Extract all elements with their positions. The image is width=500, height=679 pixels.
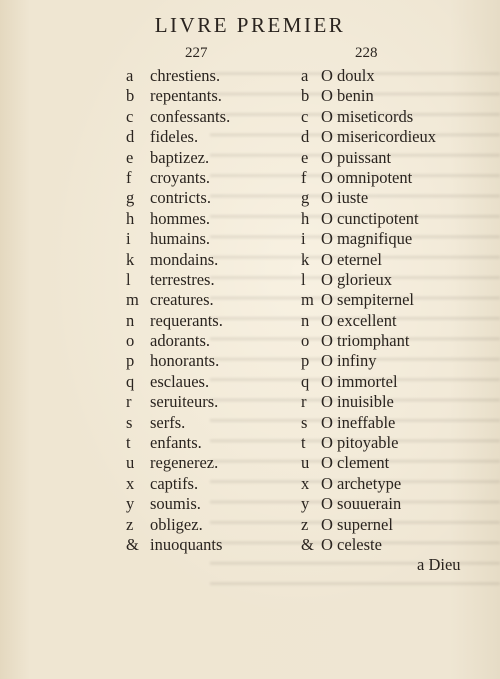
list-item [126,535,230,555]
entry-word: humains. [150,229,211,249]
list-item [301,290,436,310]
entry-word: captifs. [150,473,199,493]
index-letter: d [126,127,135,147]
entry-word: contricts. [150,188,211,208]
entry-word: O celeste [321,534,382,554]
index-letter: s [301,412,308,432]
left-column [126,66,230,555]
entry-word: O omnipotent [321,167,413,187]
index-letter: q [126,371,135,391]
right-column [301,66,436,555]
index-letter: t [301,433,306,453]
entry-word: O pitoyable [321,433,399,453]
list-item [126,331,230,351]
index-letter: o [126,331,135,351]
list-item [301,433,436,453]
entry-word: O puissant [321,147,392,167]
entry-word: baptizez. [150,147,210,167]
entry-word: O glorieux [321,269,393,289]
index-letter: l [301,269,306,289]
entry-word: O supernel [321,514,393,534]
index-letter: o [301,331,310,351]
entry-word: soumis. [150,494,201,514]
entry-word: chrestiens. [150,66,221,85]
list-item [301,250,436,270]
index-letter: n [126,310,135,330]
entry-word: O ineffable [321,412,396,432]
entry-word: hommes. [150,208,211,228]
index-letter: m [126,290,139,310]
list-item [301,270,436,290]
index-letter: i [301,229,306,249]
entry-word: creatures. [150,290,214,310]
list-item [126,148,230,168]
list-item [126,515,230,535]
list-item [301,229,436,249]
entry-word: O immortel [321,371,398,391]
list-item [301,168,436,188]
index-letter: e [126,147,134,167]
index-letter: k [301,249,310,269]
list-item [301,351,436,371]
entry-word: O misericordieux [321,127,437,147]
list-item [126,250,230,270]
column-number-right: 228 [355,45,378,61]
list-item [301,188,436,208]
list-item [301,515,436,535]
list-item [126,351,230,371]
entry-word: esclaues. [150,371,210,391]
index-letter: h [301,208,310,228]
index-letter: g [126,188,135,208]
list-item [126,290,230,310]
list-item [126,229,230,249]
list-item [301,127,436,147]
entry-word: O triomphant [321,331,410,351]
index-letter: l [126,269,131,289]
index-letter: & [301,534,314,554]
entry-word: fideles. [150,127,199,147]
entry-word: seruiteurs. [150,392,219,412]
list-item [301,535,436,555]
index-letter: u [126,453,135,473]
list-item [301,209,436,229]
index-letter: r [301,392,307,412]
index-letter: a [126,66,134,85]
index-letter: s [126,412,133,432]
index-letter: f [301,167,307,187]
list-item [126,392,230,412]
list-item [301,311,436,331]
entry-word: mondains. [150,249,219,269]
index-letter: b [301,86,310,106]
index-letter: z [301,514,309,534]
entry-word: O souuerain [321,494,402,514]
index-letter: q [301,371,310,391]
index-letter: x [301,473,310,493]
list-item [126,66,230,86]
catchword: a Dieu [417,555,461,574]
list-item [126,86,230,106]
list-item [126,209,230,229]
list-item [126,433,230,453]
entry-word: enfants. [150,433,202,453]
index-letter: i [126,229,131,249]
list-item [301,392,436,412]
entry-word: O magnifique [321,229,413,249]
index-letter: y [301,494,310,514]
entry-word: O eternel [321,249,382,269]
index-letter: m [301,290,314,310]
index-letter: u [301,453,310,473]
entry-word: O benin [321,86,374,106]
entry-word: terrestres. [150,269,215,289]
index-letter: g [301,188,310,208]
index-letter: k [126,249,135,269]
index-letter: b [126,86,135,106]
entry-word: O infiny [321,351,377,371]
index-letter: d [301,127,310,147]
entry-word: confessants. [150,106,231,126]
index-letter: p [126,351,135,371]
entry-word: repentants. [150,86,222,106]
running-head: LIVRE PREMIER [154,13,346,37]
index-letter: x [126,473,135,493]
index-letter: n [301,310,310,330]
entry-word: serfs. [150,412,186,432]
list-item [301,413,436,433]
index-letter: z [126,514,134,534]
list-item [301,148,436,168]
entry-word: inuoquants [150,534,223,554]
list-item [126,413,230,433]
index-letter: & [126,534,139,554]
index-letter: y [126,494,135,514]
entry-word: O sempiternel [321,290,415,310]
entry-word: requerants. [150,310,223,330]
index-letter: c [126,106,134,126]
list-item [301,331,436,351]
entry-word: honorants. [150,351,220,371]
entry-word: O excellent [321,310,397,330]
list-item [126,474,230,494]
entry-word: O miseticords [321,106,414,126]
entry-word: obligez. [150,514,203,534]
index-letter: c [301,106,309,126]
list-item [301,494,436,514]
list-item [301,453,436,473]
list-item [126,270,230,290]
list-item [301,66,436,86]
column-number-left: 227 [185,45,208,61]
list-item [301,372,436,392]
entry-word: adorants. [150,331,211,351]
entry-word: O doulx [321,66,375,85]
entry-word: O cunctipotent [321,208,419,228]
entry-word: O inuisible [321,392,394,412]
index-letter: e [301,147,309,167]
entry-word: O archetype [321,473,402,493]
entry-word: O clement [321,453,390,473]
list-item [126,127,230,147]
list-item [126,311,230,331]
list-item [126,188,230,208]
list-item [126,372,230,392]
list-item [126,168,230,188]
entry-word: O iuste [321,188,369,208]
index-letter: a [301,66,309,85]
list-item [126,494,230,514]
entry-word: regenerez. [150,453,219,473]
list-item [301,474,436,494]
index-letter: h [126,208,135,228]
list-item [126,453,230,473]
index-letter: t [126,433,131,453]
list-item [126,107,230,127]
index-letter: p [301,351,310,371]
index-letter: f [126,167,132,187]
index-letter: r [126,392,132,412]
entry-word: croyants. [150,167,211,187]
list-item [301,86,436,106]
list-item [301,107,436,127]
